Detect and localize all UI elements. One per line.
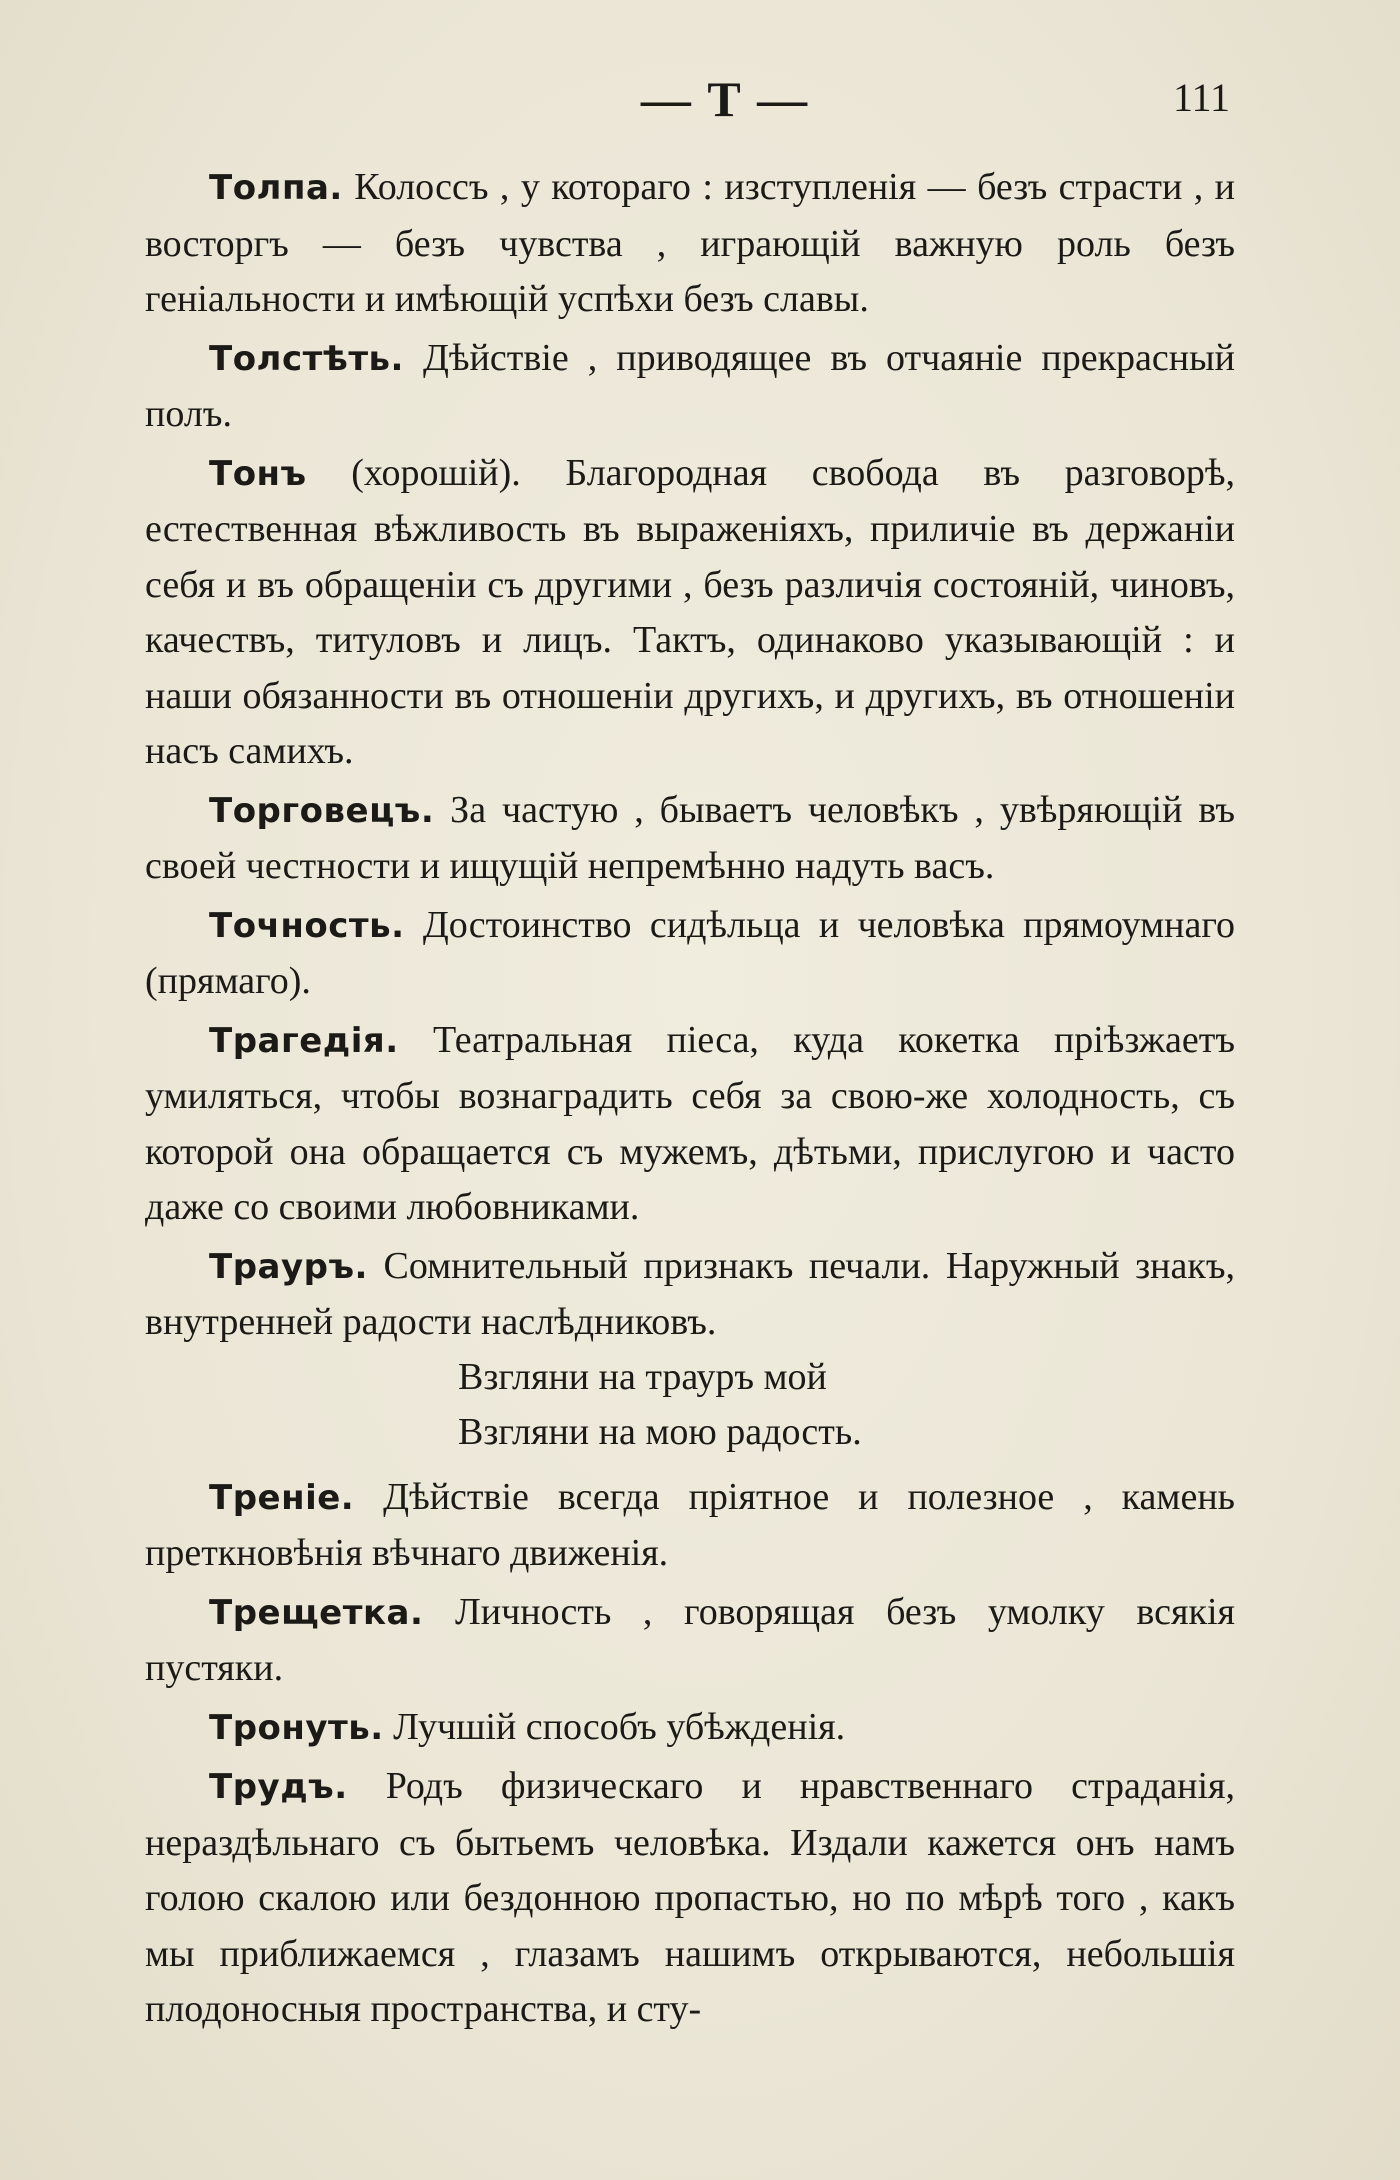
entry-term: Точность.	[209, 905, 405, 946]
verse-line: Взгляни на трауръ мой	[458, 1355, 827, 1398]
entry-term: Трудъ.	[209, 1767, 348, 1807]
entry-definition: (хорошій). Благородная свобода въ разговорѣ, естественная вѣжливость въ выраженіяхъ, приличіе въ держаніи себя и въ обращеніи съ другими , безъ различія состояній, чиновъ, качествъ, титуловъ и лицъ. Тактъ, одинаково указывающій : и наши обязанности въ отношеніи другихъ, и другихъ, въ отношеніи насъ самихъ.	[145, 451, 1235, 772]
entry-term: Трауръ.	[209, 1246, 368, 1287]
entry-definition: Личность , говорящая безъ умолку всякія пустяки.	[145, 1590, 1235, 1689]
entry-term: Толстѣть.	[209, 338, 404, 379]
verse-line: Взгляни на мою радость.	[458, 1410, 862, 1453]
entry-definition: За частую , бываетъ человѣкъ , увѣряющій въ своей честности и ищущій непремѣнно надуть васъ.	[145, 788, 1235, 887]
entry-term: Трещетка.	[209, 1592, 424, 1633]
section-letter: — Т —	[640, 71, 810, 127]
entry-definition: Театральная піеса, куда кокетка пріѣзжаетъ умиляться, чтобы вознаградить себя за свою-же холодность, съ которой она обращается съ мужемъ, дѣтьми, прислугою и часто даже со своими любовниками.	[145, 1018, 1235, 1228]
entry-torgovets	[145, 783, 1235, 895]
entry-tragediya	[145, 1013, 1235, 1236]
entry-term: Толпа.	[209, 168, 343, 208]
entry-definition: Сомнительный признакъ печали. Наружный знакъ, внутренней радости наслѣдниковъ.	[145, 1244, 1235, 1343]
entry-tochnost	[145, 898, 1235, 1010]
entry-trenie	[145, 1470, 1235, 1582]
entry-tronut	[145, 1700, 1235, 1757]
entry-trud	[145, 1759, 1235, 2038]
entry-definition: Достоинство сидѣльца и человѣка прямоумнаго (прямаго).	[145, 903, 1235, 1002]
entry-definition: Колоссъ , у котораго : изступленія — безъ страсти , и восторгъ — безъ чувства , играющій важную роль безъ геніальности и имѣющій успѣхи безъ славы.	[145, 166, 1235, 320]
page-number: 111	[1172, 75, 1230, 120]
entry-tolstet	[145, 331, 1235, 443]
entry-treshchetka	[145, 1585, 1235, 1697]
entry-definition: Дѣйствіе всегда пріятное и полезное , камень преткновѣнія вѣчнаго движенія.	[145, 1475, 1235, 1574]
entry-definition: Родъ физическаго и нравственнаго страданія, нераздѣльнаго съ бытьемъ человѣка. Издали кажется онъ намъ голою скалою или бездонною пропастью, но по мѣрѣ того , какъ мы приближаемся , глазамъ нашимъ открываются, небольшія плодоносныя пространства, и сту-	[145, 1765, 1235, 2030]
entry-ton	[145, 446, 1235, 780]
dictionary-text	[145, 160, 1235, 2041]
entry-traur	[145, 1239, 1235, 1351]
verse-quote	[458, 1350, 1235, 1460]
entry-definition: Лучшій способъ убѣжденія.	[383, 1705, 846, 1748]
entry-term: Тронуть.	[209, 1707, 384, 1748]
entry-term: Трагедія.	[209, 1020, 399, 1061]
entry-term: Торговецъ.	[209, 790, 435, 831]
entry-term: Тонъ	[209, 453, 307, 494]
page-header	[0, 70, 1400, 130]
entry-term: Треніе.	[209, 1477, 355, 1518]
entry-definition: Дѣйствіе , приводящее въ отчаяніе прекрасный полъ.	[145, 336, 1235, 435]
entry-tolpa	[145, 160, 1235, 328]
